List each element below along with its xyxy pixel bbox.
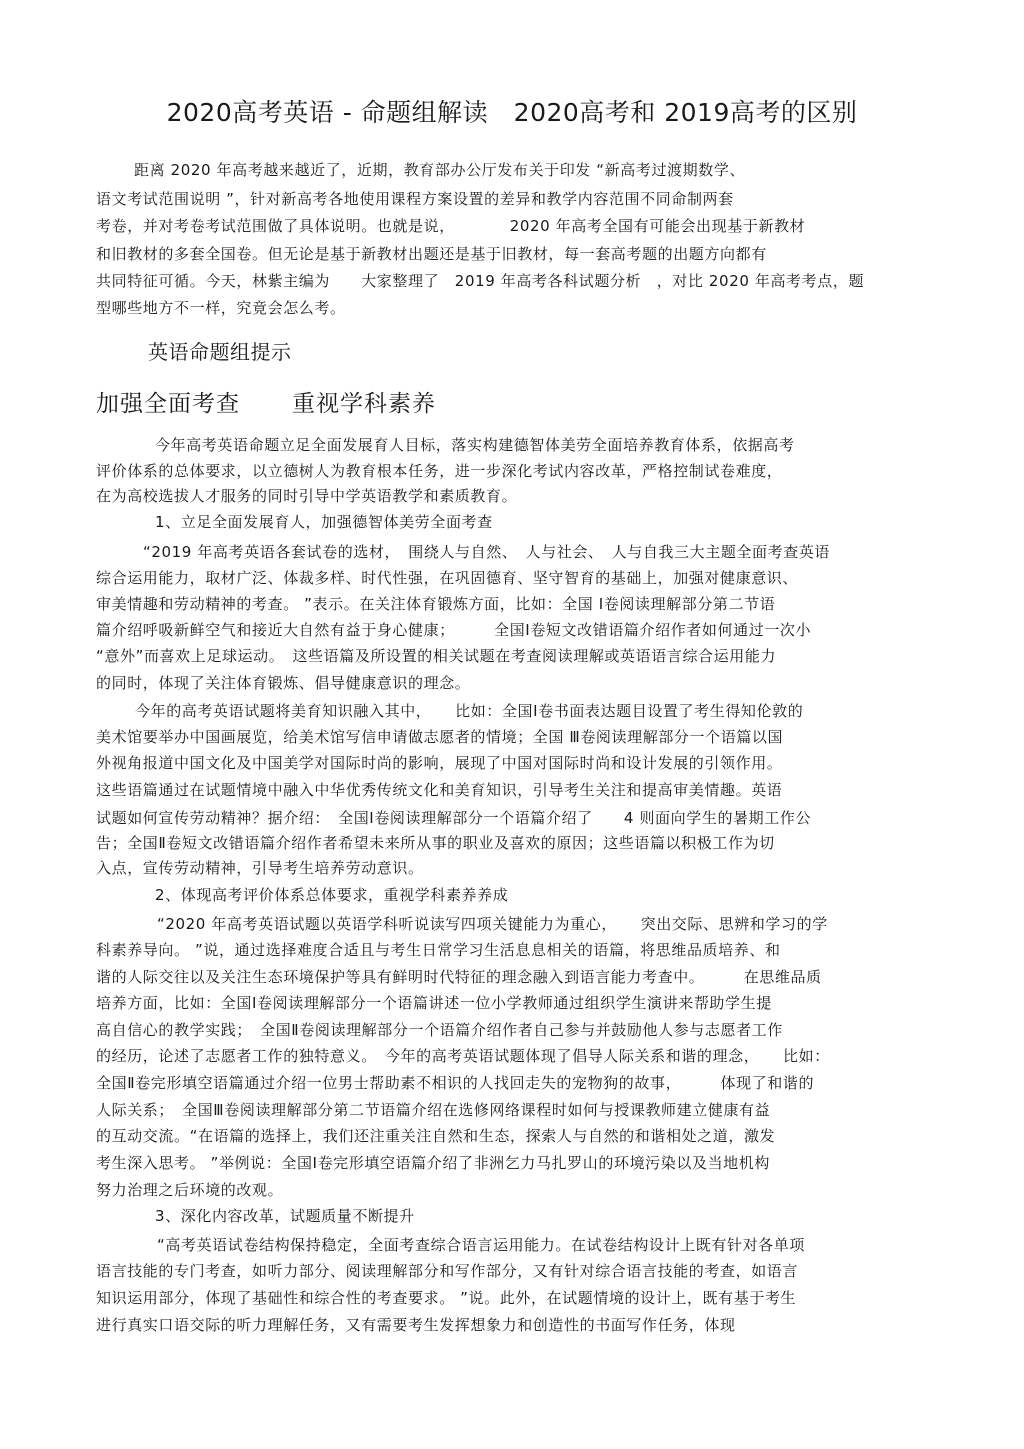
body-line: 全国Ⅱ卷完形填空语篇通过介绍一位男士帮助素不相识的人找回走失的宠物狗的故事， 体现了和谐的 xyxy=(96,1074,815,1092)
body-line: 美术馆要举办中国画展览，给美术馆写信申请做志愿者的情境；全国 Ⅲ卷阅读理解部分一个语篇以国 xyxy=(96,728,784,746)
body-section-heading: 1、立足全面发展育人，加强德智体美劳全面考查 xyxy=(155,513,493,531)
body-line: 今年高考英语命题立足全面发展育人目标，落实构建德智体美劳全面培养教育体系，依据高考 xyxy=(155,436,795,454)
body-section-heading: 2、体现高考评价体系总体要求，重视学科素养养成 xyxy=(155,886,509,904)
body-line: 今年的高考英语试题将美育知识融入其中， 比如：全国Ⅰ卷书面表达题目设置了考生得知伦敦的 xyxy=(135,702,804,720)
body-line: 高自信心的教学实践； 全国Ⅱ卷阅读理解部分一个语篇介绍作者自己参与并鼓励他人参与志愿者工作 xyxy=(96,1021,783,1039)
body-line: 的同时，体现了关注体育锻炼、倡导健康意识的理念。 xyxy=(96,674,471,692)
body-line: 的经历，论述了志愿者工作的独特意义。 今年的高考英语试题体现了倡导人际关系和谐的理念， 比如： xyxy=(96,1047,830,1065)
intro-line: 共同特征可循。今天，林紫主编为 大家整理了 2019 年高考各科试题分析 ，对比 2020 年高考考点，题 xyxy=(96,272,865,290)
body-line: 知识运用部分，体现了基础性和综合性的考查要求。 ”说。此外，在试题情境的设计上，既有基于考生 xyxy=(96,1289,797,1307)
section-subheading: 英语命题组提示 xyxy=(148,340,292,364)
body-line: 考生深入思考。 ”举例说：全国Ⅰ卷完形填空语篇介绍了非洲乞力马扎罗山的环境污染以及当地机构 xyxy=(96,1154,770,1172)
body-line: “2019 年高考英语各套试卷的选材， 围绕人与自然、 人与社会、 人与自我三大主题全面考查英语 xyxy=(143,543,831,561)
body-line: 评价体系的总体要求，以立德树人为教育根本任务，进一步深化考试内容改革，严格控制试卷难度， xyxy=(96,462,783,480)
body-line: 语言技能的专门考查，如听力部分、阅读理解部分和写作部分，又有针对综合语言技能的考查，如语言 xyxy=(96,1262,799,1280)
body-line: 培养方面，比如：全国Ⅰ卷阅读理解部分一个语篇讲述一位小学教师通过组织学生演讲来帮助学生提 xyxy=(96,994,772,1012)
body-line: 努力治理之后环境的改观。 xyxy=(96,1181,284,1199)
body-line: 这些语篇通过在试题情境中融入中华优秀传统文化和美育知识，引导考生关注和提高审美情趣。英语 xyxy=(96,781,783,799)
section-heading xyxy=(96,389,436,419)
body-line: “高考英语试卷结构保持稳定，全面考查综合语言运用能力。在试卷结构设计上既有针对各单项 xyxy=(157,1236,805,1254)
body-line: 科素养导向。 ”说，通过选择难度合适且与考生日常学习生活息息相关的语篇，将思维品质培养、和 xyxy=(96,941,781,959)
section-heading-part1: 加强全面考查 xyxy=(96,391,240,417)
body-line: 综合运用能力，取材广泛、体裁多样、时代性强，在巩固德育、坚守智育的基础上，加强对健康意识、 xyxy=(96,569,799,587)
body-line: 篇介绍呼吸新鲜空气和接近大自然有益于身心健康； 全国Ⅰ卷短文改错语篇介绍作者如何通过一次小 xyxy=(96,621,812,639)
body-line: 人际关系； 全国Ⅲ卷阅读理解部分第二节语篇介绍在选修网络课程时如何与授课教师建立健康有益 xyxy=(96,1101,771,1119)
body-line: 试题如何宣传劳动精神？据介绍： 全国Ⅰ卷阅读理解部分一个语篇介绍了 4 则面向学生的暑期工作公 xyxy=(96,809,812,827)
body-line: 的互动交流。“在语篇的选择上，我们还注重关注自然和生态，探索人与自然的和谐相处之道，激发 xyxy=(96,1127,776,1145)
body-line: 谐的人际交往以及关注生态环境保护等具有鲜明时代特征的理念融入到语言能力考查中。 在思维品质 xyxy=(96,968,822,986)
body-line: “2020 年高考英语试题以英语学科听说读写四项关键能力为重心， 突出交际、思辨和学习的学 xyxy=(157,915,828,933)
body-line: 审美情趣和劳动精神的考查。 ”表示。在关注体育锻炼方面，比如：全国 Ⅰ卷阅读理解部分第二节语 xyxy=(96,595,776,613)
body-section-heading: 3、深化内容改革，试题质量不断提升 xyxy=(155,1207,415,1225)
intro-line: 考卷，并对考卷考试范围做了具体说明。也就是说， 2020 年高考全国有可能会出现基于新教材 xyxy=(96,217,806,235)
body-line: 入点，宣传劳动精神，引导考生培养劳动意识。 xyxy=(96,859,424,877)
intro-line: 语文考试范围说明 ”，针对新高考各地使用课程方案设置的差异和教学内容范围不同命制两套 xyxy=(96,190,734,208)
body-line: 外视角报道中国文化及中国美学对国际时尚的影响，展现了中国对国际时尚和设计发展的引领作用。 xyxy=(96,754,783,772)
body-line: 告；全国Ⅱ卷短文改错语篇介绍作者希望未来所从事的职业及喜欢的原因；这些语篇以积极工作为切 xyxy=(96,834,775,852)
intro-line: 和旧教材的多套全国卷。但无论是基于新教材出题还是基于旧教材，每一套高考题的出题方向都有 xyxy=(96,245,767,263)
intro-line: 型哪些地方不一样，究竟会怎么考。 xyxy=(96,299,346,317)
document-title: 2020高考英语 - 命题组解读 2020高考和 2019高考的区别 xyxy=(166,98,858,127)
body-line: 在为高校选拔人才服务的同时引导中学英语教学和素质教育。 xyxy=(96,487,518,505)
body-line: “意外”而喜欢上足球运动。 这些语篇及所设置的相关试题在考查阅读理解或英语语言综合运用能力 xyxy=(96,647,777,665)
intro-line: 距离 2020 年高考越来越近了，近期，教育部办公厅发布关于印发 “新高考过渡期数学、 xyxy=(134,161,746,179)
section-heading-part2: 重视学科素养 xyxy=(292,391,436,417)
body-line: 进行真实口语交际的听力理解任务，又有需要考生发挥想象力和创造性的书面写作任务，体现 xyxy=(96,1316,736,1334)
